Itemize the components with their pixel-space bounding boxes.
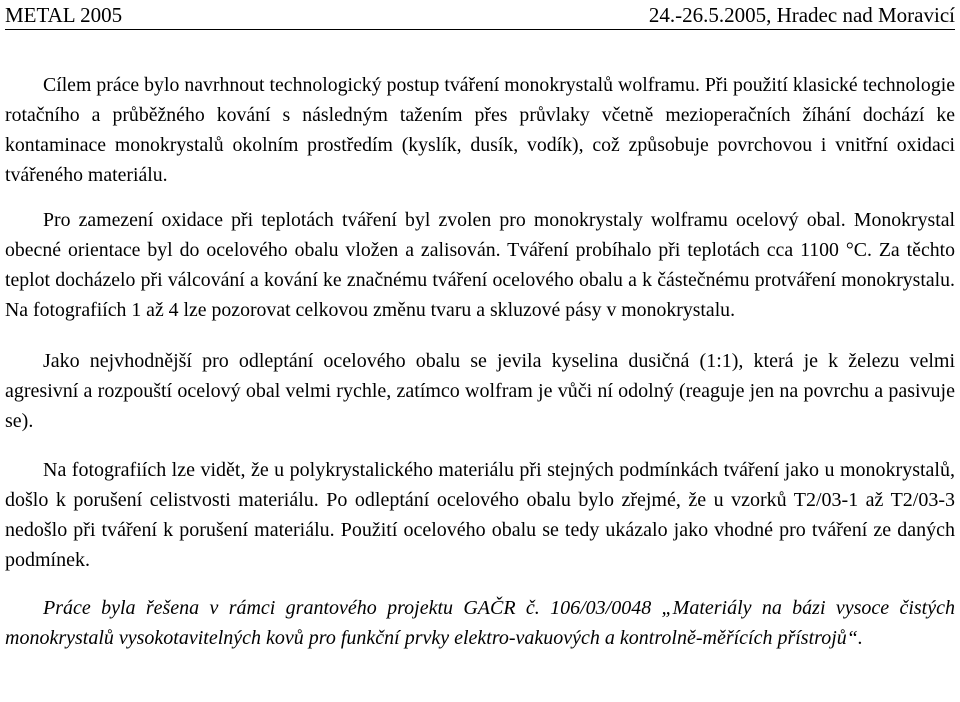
paragraph-acknowledgement: Práce byla řešena v rámci grantového projektu GAČR č. 106/03/0048 „Materiály na bázi vysoce čistých monokrystalů vysokotavitelných kovů pro funkční prvky elektro-vakuových a kontrolně-měřících přístrojů“. — [5, 597, 955, 649]
document-body — [5, 70, 955, 653]
conference-date-location: 24.-26.5.2005, Hradec nad Moravicí — [648, 3, 955, 27]
conference-name: METAL 2005 — [5, 3, 123, 27]
paragraph-etching: Jako nejvhodnější pro odleptání ocelového obalu se jevila kyselina dusičná (1:1), která je k železu velmi agresivní a rozpouští ocelový obal velmi rychle, zatímco wolfram je vůči ní odolný (reaguje jen na povrchu a pasivuje se). — [5, 350, 955, 432]
paragraph-results: Na fotografiích lze vidět, že u polykrystalického materiálu při stejných podmínkách tváření jako u monokrystalů, došlo k porušení celistvosti materiálu. Po odleptání ocelového obalu bylo zřejmé, že u vzorků T2/03-1 až T2/03-3 nedošlo při tváření k porušení materiálu. Použití ocelového obalu se tedy ukázalo jako vhodné pro tváření ze daných podmínek. — [5, 459, 955, 571]
paragraph-steel-cladding: Pro zamezení oxidace při teplotách tváření byl zvolen pro monokrystaly wolframu ocelový obal. Monokrystal obecné orientace byl do ocelového obalu vložen a zalisován. Tváření probíhalo při teplotách cca 1100 °C. Za těchto teplot docházelo při válcování a kování ke značnému tváření ocelového obalu a k částečnému protváření monokrystalu. Na fotografiích 1 až 4 lze pozorovat celkovou změnu tvaru a skluzové pásy v monokrystalu. — [5, 209, 955, 321]
page-header — [5, 3, 955, 30]
paragraph-goal: Cílem práce bylo navrhnout technologický postup tváření monokrystalů wolframu. Při použití klasické technologie rotačního a průběžného kování s následným tažením přes průvlaky včetně mezioperačních žíhání dochází ke kontaminace monokrystalů okolním prostředím (kyslík, dusík, vodík), což způsobuje povrchovou i vnitřní oxidaci tvářeného materiálu. — [5, 74, 955, 186]
